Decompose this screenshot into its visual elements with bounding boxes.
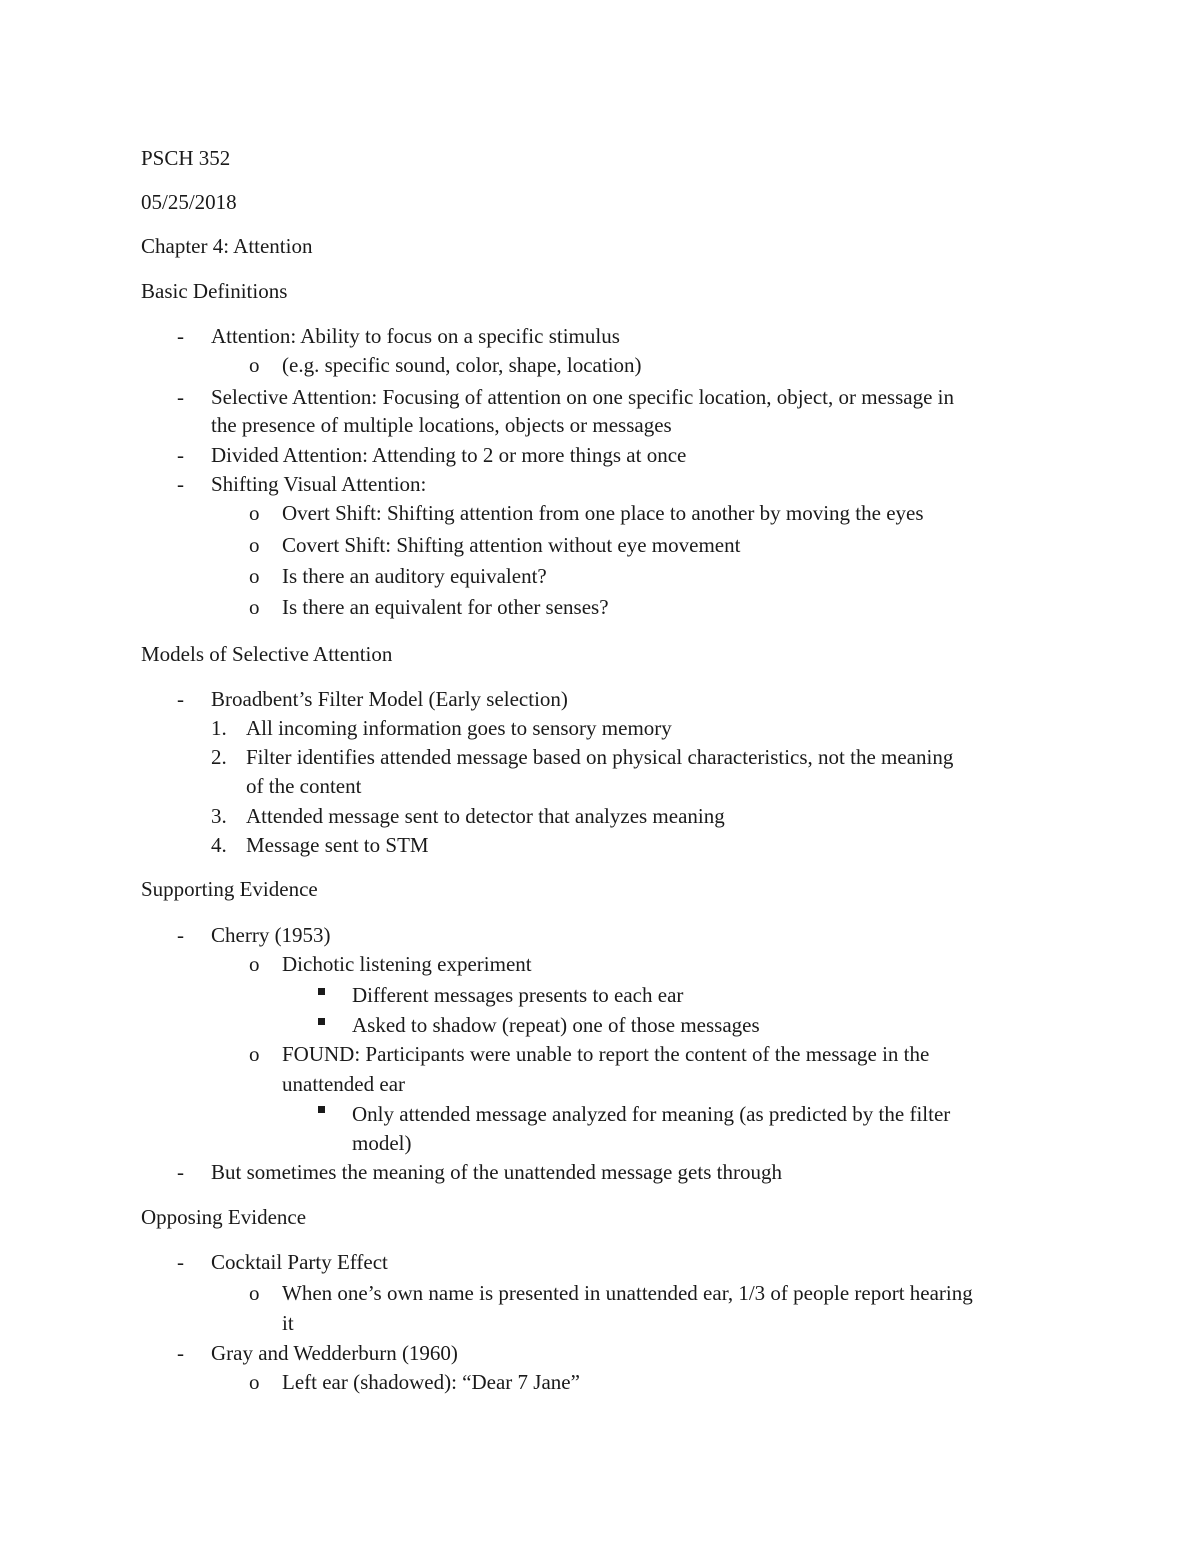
section-heading-supporting: Supporting Evidence bbox=[141, 877, 318, 901]
list-number: 2. bbox=[211, 745, 227, 769]
circle-bullet: o bbox=[249, 1370, 260, 1394]
circle-bullet: o bbox=[249, 1042, 260, 1066]
model-step-2-line-1: Filter identifies attended message based on physical characteristics, not the meaning bbox=[246, 745, 954, 769]
dash-bullet: - bbox=[177, 923, 184, 947]
dichotic-experiment: Dichotic listening experiment bbox=[282, 952, 532, 976]
course-code: PSCH 352 bbox=[141, 146, 231, 170]
own-name-line-1: When one’s own name is presented in unattended ear, 1/3 of people report hearing bbox=[282, 1281, 973, 1305]
attention-example: (e.g. specific sound, color, shape, location) bbox=[282, 353, 642, 377]
section-heading-basic-definitions: Basic Definitions bbox=[141, 279, 288, 303]
circle-bullet: o bbox=[249, 1281, 260, 1305]
circle-bullet: o bbox=[249, 353, 260, 377]
dash-bullet: - bbox=[177, 1160, 184, 1184]
dash-bullet: - bbox=[177, 385, 184, 409]
overt-shift: Overt Shift: Shifting attention from one place to another by moving the eyes bbox=[282, 501, 924, 525]
other-senses-question: Is there an equivalent for other senses? bbox=[282, 595, 609, 619]
dash-bullet: - bbox=[177, 1341, 184, 1365]
definition-shifting: Shifting Visual Attention: bbox=[211, 472, 427, 496]
cocktail-party-effect: Cocktail Party Effect bbox=[211, 1250, 388, 1274]
cherry-study: Cherry (1953) bbox=[211, 923, 331, 947]
circle-bullet: o bbox=[249, 595, 260, 619]
but-sometimes: But sometimes the meaning of the unattended message gets through bbox=[211, 1160, 782, 1184]
dash-bullet: - bbox=[177, 324, 184, 348]
left-ear-shadowed: Left ear (shadowed): “Dear 7 Jane” bbox=[282, 1370, 580, 1394]
model-step-3: Attended message sent to detector that analyzes meaning bbox=[246, 804, 725, 828]
different-messages: Different messages presents to each ear bbox=[352, 983, 684, 1007]
definition-divided: Divided Attention: Attending to 2 or more things at once bbox=[211, 443, 687, 467]
circle-bullet: o bbox=[249, 501, 260, 525]
covert-shift: Covert Shift: Shifting attention without eye movement bbox=[282, 533, 741, 557]
list-number: 4. bbox=[211, 833, 227, 857]
circle-bullet: o bbox=[249, 533, 260, 557]
circle-bullet: o bbox=[249, 564, 260, 588]
dash-bullet: - bbox=[177, 1250, 184, 1274]
dash-bullet: - bbox=[177, 472, 184, 496]
found-line-1: FOUND: Participants were unable to report the content of the message in the bbox=[282, 1042, 930, 1066]
square-bullet bbox=[318, 988, 325, 995]
only-attended-line-2: model) bbox=[352, 1131, 412, 1155]
list-number: 3. bbox=[211, 804, 227, 828]
model-step-4: Message sent to STM bbox=[246, 833, 429, 857]
section-heading-models: Models of Selective Attention bbox=[141, 642, 393, 666]
found-line-2: unattended ear bbox=[282, 1072, 406, 1096]
auditory-question: Is there an auditory equivalent? bbox=[282, 564, 547, 588]
section-heading-opposing: Opposing Evidence bbox=[141, 1205, 307, 1229]
note-date: 05/25/2018 bbox=[141, 190, 237, 214]
broadbent-model: Broadbent’s Filter Model (Early selection) bbox=[211, 687, 568, 711]
shadow-instruction: Asked to shadow (repeat) one of those messages bbox=[352, 1013, 760, 1037]
own-name-line-2: it bbox=[282, 1311, 294, 1335]
list-number: 1. bbox=[211, 716, 227, 740]
dash-bullet: - bbox=[177, 443, 184, 467]
gray-wedderburn-study: Gray and Wedderburn (1960) bbox=[211, 1341, 458, 1365]
dash-bullet: - bbox=[177, 687, 184, 711]
square-bullet bbox=[318, 1106, 325, 1113]
definition-selective-line-2: the presence of multiple locations, objects or messages bbox=[211, 413, 672, 437]
circle-bullet: o bbox=[249, 952, 260, 976]
chapter-title: Chapter 4: Attention bbox=[141, 234, 313, 258]
model-step-2-line-2: of the content bbox=[246, 774, 362, 798]
square-bullet bbox=[318, 1018, 325, 1025]
only-attended-line-1: Only attended message analyzed for meaning (as predicted by the filter bbox=[352, 1102, 951, 1126]
model-step-1: All incoming information goes to sensory memory bbox=[246, 716, 672, 740]
definition-attention: Attention: Ability to focus on a specific stimulus bbox=[211, 324, 620, 348]
definition-selective-line-1: Selective Attention: Focusing of attention on one specific location, object, or message in bbox=[211, 385, 954, 409]
